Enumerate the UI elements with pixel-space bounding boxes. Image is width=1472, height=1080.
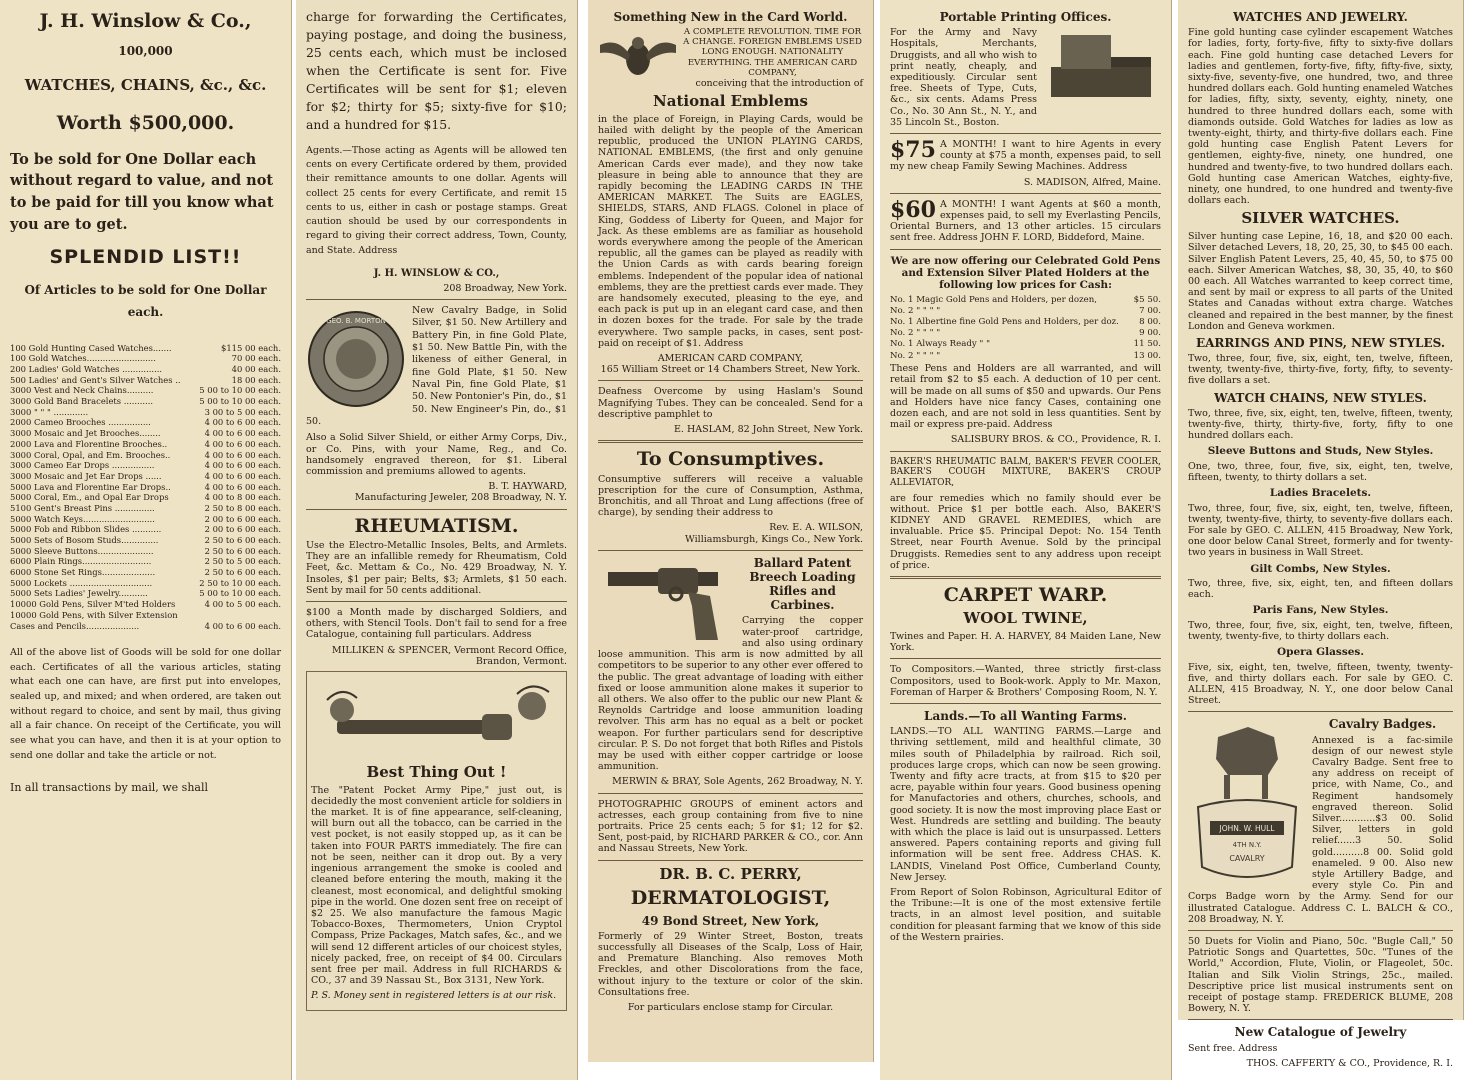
price-row-item: 2000 Lava and Florentine Brooches.. (10, 438, 168, 449)
winslow-subtitle: WATCHES, CHAINS, &c., &c. (24, 75, 267, 94)
price-row-item: Cases and Pencils.................... (10, 620, 140, 631)
bracelets-text: Two, three, four, five, six, eight, ten, twelve, fifteen, twenty, twenty-five, thirty, to seventy-five dollars each. For sale by GEO. C. ALLEN, 415 Broadway, New York, one door below Canal Street, formerly and for twenty-two years in business in Wall Street. (1188, 502, 1453, 559)
pen-row (890, 294, 1161, 305)
price-row-item: 5000 Sleeve Buttons..................... (10, 545, 154, 556)
price-row-item: 100 Gold Hunting Cased Watches....... (10, 342, 172, 353)
combs-title: Gilt Combs, New Styles. (1250, 562, 1391, 575)
price-row-price: 2 50 to 5 00 each. (204, 556, 281, 567)
price-row-price: 4 00 to 5 00 each. (204, 599, 281, 610)
silver-title: SILVER WATCHES. (1241, 209, 1400, 228)
baker-title: BAKER'S RHEUMATIC BALM, BAKER'S FEVER COOLER, BAKER'S COUGH MIXTURE, BAKER'S CROUP ALLEVIATOR, (890, 456, 1161, 488)
chains-title: WATCH CHAINS, NEW STYLES. (1214, 390, 1427, 405)
price-row-price: 2 50 to 8 00 each. (204, 502, 281, 513)
opera-text: Five, six, eight, ten, twelve, fifteen, twenty, twenty-five, and thirty dollars each. For sale by GEO. C. ALLEN, 415 Broadway, N. Y., one door below Canal Street. (1188, 661, 1453, 707)
consumptives-title: To Consumptives. (636, 448, 825, 471)
price-row-price: 4 00 to 6 00 each. (204, 460, 281, 471)
price-row-price (193, 610, 281, 621)
price-row (10, 375, 281, 386)
winslow-sign: J. H. WINSLOW & CO., (373, 267, 500, 279)
price-row-price: 4 00 to 6 00 each. (204, 428, 281, 439)
price-row-item: 2000 Cameo Brooches ................ (10, 417, 151, 428)
wool-title: WOOL TWINE, (963, 609, 1088, 628)
watches-text: Fine gold hunting case cylinder escapement Watches for ladies, forty, forty-five, fifty to sixty-five dollars each. Fine gold hunting case detached Levers for ladies and gentlemen, forty-five, fifty, fifty-five, sixty, sixty-five, seventy-five, one hundred, two, and three hundred dollars each. Gold hunting enameled Watches for ladies, fifty, sixty, seventy, eighty, ninety, one hundred to three hundred dollars each, some with diamonds outside. Gold Watches for ladies as low as twenty-eight, thirty, and thirty-five dollars each. Fine gold hunting case English Patent Levers for gentlemen, eighty-five, ninety, one hundred, one hundred and twenty-five, to two hundred dollars each. Gold hunting case American Watches, eighty-five, ninety, one hundred, to one hundred and twenty-five dollars each. (1188, 27, 1453, 207)
price-row-item: 3000 Mosaic and Jet Brooches........ (10, 428, 161, 439)
bracelets-title: Ladies Bracelets. (1269, 487, 1372, 500)
badge-text: New Cavalry Badge, in Solid Silver, $1 50. New Artillery and Battery Pin, in fine Gold Plate, $1 50. New Battle Pin, with the likeness of either General, in fine Gold Plate, $1 50. New Naval Pin, fine Gold Plate, $1 50. New Pontonier's Pin, do., $1 50. New Engineer's Pin, do., $1 50. (306, 304, 567, 427)
price-row-price: 4 00 to 6 00 each. (204, 481, 281, 492)
fans-text: Two, three, four, five, six, eight, ten, twelve, fifteen, twenty, twenty-five, to thirty dollars each. (1188, 619, 1453, 642)
army-pipe-icon (317, 680, 557, 760)
price-row (10, 504, 281, 515)
price-row-price: 2 50 to 6 00 each. (204, 567, 281, 578)
lands-more: From Report of Solon Robinson, Agricultural Editor of the Tribune:—It is one of the most extensive fertile tracts, in an almost level position, and suitable condition for pleasant farming that we know of this side of the Western prairies. (890, 887, 1161, 943)
earrings-text: Two, three, four, five, six, eight, ten, twelve, fifteen, twenty, twenty-five, thirty-five, forty, fifty, to seventy-five dollars a set. (1188, 353, 1453, 387)
price-row-price: 2 50 to 6 00 each. (204, 535, 281, 546)
badge-cav: CAVALRY (1229, 854, 1265, 864)
price-row (10, 568, 281, 579)
winslow-cont: charge for forwarding the Certificates, paying postage, and doing the business, 25 cents each, which must be inclosed when the Certificate is sent for. Five Certificates will be sent for $1; eleven for $2; thirty for $5; sixty-five for $10; and a hundred for $15. (306, 9, 567, 132)
price-row-item: 5100 Gent's Breast Pins ............... (10, 502, 155, 513)
consumptives-text: Consumptive sufferers will receive a valuable prescription for the cure of Consumption, Asthma, Bronchitis, and all Throat and Lung affections (free of charge), by sending their address to (598, 473, 863, 519)
cavalry-title: Cavalry Badges. (1328, 717, 1437, 732)
hundred-sign: MILLIKEN & SPENCER, Vermont Record Office, Brandon, Vermont. (331, 644, 567, 667)
column-watches (1178, 0, 1464, 1069)
pen-row-item: No. 1 Always Ready " " (890, 339, 991, 350)
column-winslow-cont (296, 0, 578, 1080)
consumptives-sign: Rev. E. A. WILSON, (769, 522, 863, 534)
price-row (10, 557, 281, 568)
rheumatism-title: RHEUMATISM. (354, 514, 519, 537)
price-row (10, 354, 281, 365)
price-row-price: 18 00 each. (231, 374, 281, 385)
pen-row-item: No. 2 " " " " (890, 350, 941, 361)
cavalry-badge-icon (1188, 717, 1306, 887)
revolver-icon (598, 556, 738, 646)
price-row-price: 4 00 to 6 00 each. (204, 449, 281, 460)
violin-text: 50 Duets for Violin and Piano, 50c. "Bugle Call," 50 Patriotic Songs and Quartettes, 50c. "Tunes of the World," Accordion, Flute, Violin, or Flageolet, 50c. Italian and Silk Violin Strings, 25c., mailed. Descriptive price list musical instruments sent on receipt of postage stamp. FREDERICK BLUME, 208 Bowery, N. Y. (1188, 935, 1453, 1015)
column-winslow (0, 0, 292, 1080)
compositors-text: To Compositors.—Wanted, three strictly first-class Compositors, used to Book-work. Apply to Mr. Maxon, Foreman of Harper & Brothers' Composing Room, N. Y. (890, 664, 1161, 698)
price-row-item: 3000 Cameo Ear Drops ................ (10, 460, 155, 471)
ballard-title: Ballard Patent Breech Loading Rifles and Carbines. (749, 555, 856, 613)
price-row-price: 2 50 to 6 00 each. (204, 545, 281, 556)
fans-title: Paris Fans, New Styles. (1252, 604, 1389, 617)
ad60-sign: $60 (890, 196, 936, 223)
card-head: Something New in the Card World. (613, 10, 848, 24)
price-row (10, 418, 281, 429)
watches-title: WATCHES AND JEWELRY. (1233, 10, 1408, 24)
rheumatism-text: Use the Electro-Metallic Insoles, Belts, and Armlets. They are an infallible remedy for Rheumatism, Cold Feet, &c. Mettam & Co., No. 429 Broadway, N. Y. Insoles, $1 per pair; Belts, $3; Armlets, $1 50 each. Sent by mail for 50 cents additional. (306, 539, 567, 596)
winslow-price-list (10, 343, 281, 632)
price-row-item: 3000 Vest and Neck Chains.......... (10, 385, 154, 396)
photo-text: PHOTOGRAPHIC GROUPS of eminent actors and actresses, each group containing from five to nine portraits. Price 25 cents each; 5 for $1; 12 for $2. Sent, post-paid, by RICHARD PARKER & CO., cor. Ann and Nassau Streets, New York. (598, 798, 863, 855)
best-thing-text: The "Patent Pocket Army Pipe," just out, is decidedly the most convenient article for soldiers in the market. It is of fine appearance, self-cleaning, will burn out all the tobacco, can be carried in the vest pocket, is not easily stopped up, as it can be taken into FOUR PARTS immediately. The fire can not be seen, neither can it drop out. By a very ingenious arrangement the smoke is cooled and cleaned before entering the mouth, making it the cleanest, most economical, and delightful smoking pipe in the world. One dozen sent free on receipt of $2 25. We also manufacture the famous Magic Tobacco-Boxes, Thermometers, Union Cryptol Compass, Prize Packages, Match safes, &c., and we will send 12 different articles of our choicest styles, nicely packed, free, on receipt of $4 00. Circulars sent free per mail. Address in full RICHARDS & CO., 37 and 39 Nassau St., Box 3131, New York. (311, 784, 562, 987)
pen-row (890, 328, 1161, 339)
price-row-item: 6000 Plain Rings.......................... (10, 556, 152, 567)
cavalry-text: Annexed is a fac-simile design of our newest style Cavalry Badge. Sent free to any address on receipt of price, with Name, Co., and Regiment handsomely engraved thereon. Solid Silver............$3 00. Solid Silver, letters in gold relief......3 50. Solid gold..........8 00. Solid gold enameled. 9 00. Also new style Artillery Badge, and every style Co. Pin and Corps Badge worn by the Army. Send for our illustrated Catalogue. Address C. L. BALCH & CO., 208 Broadway, N. Y. (1188, 734, 1453, 925)
price-row (10, 482, 281, 493)
pen-row-item: No. 2 " " " " (890, 306, 941, 317)
price-row-item: 10000 Gold Pens, Silver M'ted Holders (10, 599, 176, 610)
price-row-price: 3 00 to 5 00 each. (204, 406, 281, 417)
pens-sign: SALISBURY BROS. & CO., Providence, R. I. (950, 434, 1161, 446)
price-row-price: 70 00 each. (231, 353, 281, 364)
price-row (10, 397, 281, 408)
column-printing (880, 0, 1172, 1080)
pen-row-price: 7 00. (1139, 306, 1161, 317)
price-row-item: 5000 Watch Keys........................... (10, 513, 155, 524)
perry-title: DERMATOLOGIST, (630, 887, 831, 910)
hundred-text: $100 a Month made by discharged Soldiers, and others, with Stencil Tools. Don't fail to send for a free Catalogue, containing full particulars. Address (306, 606, 567, 641)
price-row-price: 4 00 to 6 00 each. (204, 417, 281, 428)
best-thing-title: Best Thing Out ! (366, 762, 507, 781)
pen-row-price: 9 00. (1139, 328, 1161, 339)
price-row (10, 439, 281, 450)
price-row-price: 40 00 each. (231, 364, 281, 375)
catalogue-title: New Catalogue of Jewelry (1234, 1025, 1407, 1040)
perry-name: DR. B. C. PERRY, (659, 864, 802, 883)
price-row-price: 4 00 to 6 00 each. (204, 470, 281, 481)
pen-row (890, 350, 1161, 361)
price-row (10, 589, 281, 600)
price-row (10, 365, 281, 376)
deafness-sign: E. HASLAM, 82 John Street, New York. (674, 424, 863, 436)
pen-row-item: No. 2 " " " " (890, 328, 941, 339)
pen-row (890, 339, 1161, 350)
price-row-price: 2 00 to 6 00 each. (204, 524, 281, 535)
perry-text: Formerly of 29 Winter Street, Boston, treats successfully all Diseases of the Scalp, Loss of Hair, and Premature Blanching. Also removes Moth Freckles, and other Discolorations from the face, without injury to the texture or color of the skin. Consultations free. (598, 930, 863, 998)
price-row (10, 343, 281, 354)
pen-row-price: $5 50. (1133, 294, 1161, 305)
price-row (10, 493, 281, 504)
badge-medal-icon (306, 309, 406, 409)
printing-press-icon (1041, 27, 1161, 107)
price-row-item: 5000 Sets Ladies' Jewelry........... (10, 588, 148, 599)
pen-row-price: 13 00. (1133, 350, 1161, 361)
price-row-item: 100 Gold Watches.......................... (10, 353, 156, 364)
catalogue-sign: THOS. CAFFERTY & CO., Providence, R. I. (1246, 1057, 1453, 1069)
ad75 (890, 136, 1161, 173)
lands-title: Lands.—To all Wanting Farms. (924, 709, 1127, 724)
pen-row (890, 306, 1161, 317)
sleeve-text: One, two, three, four, five, six, eight, ten, twelve, fifteen, twenty, to thirty dollars a set. (1188, 460, 1453, 484)
winslow-lead: To be sold for One Dollar each without regard to value, and not to be paid for till you know what you are to get. (10, 150, 274, 233)
price-row (10, 621, 281, 632)
ad60 (890, 196, 1161, 244)
price-row (10, 472, 281, 483)
silver-text: Silver hunting case Lepine, 16, 18, and $20 00 each. Silver detached Levers, 18, 20, 25, 30, to $45 00 each. Silver English Patent Levers, 25, 40, 45, 50, to $75 00 each. Silver American Watches, $8, 30, 35, 40, to $60 00 each. All Watches warranted to keep correct time, and sent by mail or express to all parts of the United States and Canadas without extra charge. Watches cleaned and repaired in the best manner, by the finest London and Geneva workmen. (1188, 231, 1453, 332)
price-row (10, 610, 281, 621)
price-row-price: 2 50 to 10 00 each. (199, 577, 281, 588)
pen-row-item: No. 1 Albertine fine Gold Pens and Holders, per doz. (890, 317, 1119, 328)
ad75-addr: S. MADISON, Alfred, Maine. (1023, 176, 1161, 188)
card-revolution: A COMPLETE REVOLUTION. TIME FOR A CHANGE. FOREIGN EMBLEMS USED LONG ENOUGH. NATIONALITY EVERYTHING. THE AMERICAN CARD COMPANY, (683, 27, 862, 78)
pen-row (890, 317, 1161, 328)
price-row-item: 5000 Coral, Em., and Opal Ear Drops (10, 492, 169, 503)
price-row-item: 3000 Gold Band Bracelets ........... (10, 396, 154, 407)
card-conceiving: conceiving that the introduction of (695, 77, 863, 89)
price-row (10, 546, 281, 557)
combs-text: Two, three, five, six, eight, ten, and fifteen dollars each. (1188, 578, 1453, 601)
catalogue-text: Sent free. Address (1188, 1042, 1278, 1054)
carpet-title: CARPET WARP. (943, 583, 1108, 606)
opera-title: Opera Glasses. (1277, 646, 1364, 659)
perry-last: For particulars enclose stamp for Circular. (627, 1002, 834, 1014)
badge-medal-name: GEO. B. MORTON (326, 316, 386, 325)
price-row-price: 4 00 to 6 00 each. (204, 438, 281, 449)
winslow-addr: 208 Broadway, New York. (443, 282, 567, 294)
best-thing-ps: P. S. Money sent in registered letters is at our risk. (311, 990, 557, 1002)
price-row (10, 386, 281, 397)
price-row-price: 4 00 to 6 00 each. (204, 620, 281, 631)
printing-text: For the Army and Navy Hospitals, Merchants, Druggists, and all who wish to print neatly, cheaply, and expeditiously. Circular sent free. Sheets of Type, Cuts, &c., six cents. Adams Press Co., No. 30 Ann St., N. Y., and 35 Lincoln St., Boston. (890, 27, 1037, 128)
pen-row-item: No. 1 Magic Gold Pens and Holders, per dozen, (890, 294, 1097, 305)
sleeve-title: Sleeve Buttons and Studs, New Styles. (1207, 445, 1434, 458)
price-row (10, 514, 281, 525)
card-addr: 165 William Street or 14 Chambers Street, New York. (600, 364, 861, 376)
card-sign: AMERICAN CARD COMPANY, (657, 353, 804, 365)
winslow-closing: All of the above list of Goods will be sold for one dollar each. Certificates of all the various articles, stating what each one can have, are first put into envelopes, sealed up, and mixed; and when ordered, are taken out without regard to choice, and sent by mail, thus giving all a fair chance. On receipt of the Certificate, you will see what you can have, and then it is at your option to send one dollar and take the article or not. (10, 646, 281, 761)
lands-text: LANDS.—TO ALL WANTING FARMS.—Large and thriving settlement, mild and healthful climate, 30 miles south of Philadelphia by railroad. Rich soil, produces large crops, which can now be seen growing. Twenty and fifty acre tracts, at from $15 to $20 per acre, payable within four years. Good business opening for Manufactories and others, churches, schools, and good society. It is now the most improving place East or West. Hundreds are settling and building. The beauty with which the place is laid out is unsurpassed. Letters answered. Papers containing reports and giving full information will be sent free. Address CHAS. K. LANDIS, Vineland Post Office, Cumberland County, New Jersey. (890, 726, 1161, 883)
ballard-text: Carrying the copper water-proof cartridge, and also using ordinary loose ammunition. This arm is now admitted by all competitors to be superior to any other ever offered to the public. The great advantage of loading with either fixed or loose ammunition alone makes it superior to all others. We also offer to the public our new Plant & Reynolds Cartridge and loose ammunition loading revolver. This arm has no equal as a belt or pocket weapon. For further particulars send for descriptive circular. P. S. Do not forget that both Rifles and Pistols may be used with either copper cartridge or loose ammunition. (598, 615, 863, 773)
winslow-articles: Of Articles to be sold for One Dollar each. (24, 283, 267, 319)
badge-sign: B. T. HAYWARD, (488, 481, 567, 493)
winslow-count: 100,000 (118, 44, 173, 59)
eagle-icon (598, 27, 678, 87)
pens-text: These Pens and Holders are all warranted, and will retail from $2 to $5 each. A deduction of 10 per cent. will be made on all sums of $50 and upwards. Our Pens and Holders have nice fancy Cases, containing one dozen each, and are not sold in less quantities. Sent by mail or express pre-paid. Address (890, 363, 1161, 431)
national-text: in the place of Foreign, in Playing Cards, would be hailed with delight by the people of the American republic, produced the UNION PLAYING CARDS, NATIONAL EMBLEMS, (the first and only genuine American Cards ever made), and they now take pleasure in being able to announce that they are rapidly becoming the LEADING CARDS IN THE AMERICAN MARKET. The Suits are EAGLES, SHIELDS, STARS, AND FLAGS. Colonel in place of King, Goddess of Liberty for Queen, and Major for Jack. As these emblems are as familiar as household words everywhere among the people of the American republic, all the games can be played as readily with the Union Cards as with cards bearing foreign emblems. Independent of the popular idea of national emblems, they are the prettiest cards ever made. They are handsomely executed, pleasing to the eye, and each pack is put up in an elegant card case, and then in dozen boxes for the trade. For sale by the trade everywhere. Two sample packs, in cases, sent post-paid on receipt of $1. Address (598, 113, 863, 349)
winslow-splendid: SPLENDID LIST!! (49, 245, 242, 268)
price-row (10, 578, 281, 589)
winslow-worth: Worth $500,000. (56, 112, 235, 135)
price-row-price: 5 00 to 10 00 each. (199, 385, 281, 396)
badge-more: Also a Solid Silver Shield, or either Army Corps, Div., or Co. Pins, with your Name, Reg., and Co. handsomely engraved thereon, for $1. Liberal commission and premiums allowed to agents. (306, 432, 567, 477)
ad75-text: A MONTH! I want to hire Agents in every county at $75 a month, expenses paid, to sell my new cheap Family Sewing Machines. Address (890, 138, 1161, 173)
price-row (10, 429, 281, 440)
price-row-item: 500 Ladies' and Gent's Silver Watches .. (10, 374, 181, 385)
price-row (10, 450, 281, 461)
agents-text: Agents.—Those acting as Agents will be allowed ten cents on every Certificate ordered by them, provided their remittance amounts to one dollar. Agents will collect 25 cents for every Certificate, and remit 15 cents to us, either in cash or postage stamps. Great caution should be used by our correspondents in regard to giving their correct address, Town, County, and State. Address (306, 144, 567, 256)
price-row-item: 5000 Fob and Ribbon Slides ........... (10, 524, 162, 535)
pen-row-price: 8 00. (1139, 317, 1161, 328)
perry-address: 49 Bond Street, New York, (641, 913, 820, 928)
column-card-company (588, 0, 874, 1062)
price-row-price: $115 00 each. (221, 342, 281, 353)
price-row (10, 536, 281, 547)
price-row-item: 200 Ladies' Gold Watches ............... (10, 364, 163, 375)
winslow-title: J. H. Winslow & Co., (39, 10, 252, 32)
chains-text: Two, three, five, six, eight, ten, twelve, fifteen, twenty, twenty-five, thirty, thirty-five, forty, fifty to one hundred dollars each. (1188, 407, 1453, 442)
price-row (10, 407, 281, 418)
pen-row-price: 11 50. (1133, 339, 1161, 350)
price-row-price: 4 00 to 8 00 each. (204, 492, 281, 503)
ad60-text: A MONTH! I want Agents at $60 a month, expenses paid, to sell my Everlasting Pencils, Oriental Burners, and 13 other articles. 15 circulars sent free. Address JOHN F. LORD, Biddeford, Maine. (890, 198, 1161, 244)
pens-price-list (890, 294, 1161, 361)
deafness-text: Deafness Overcome by using Haslam's Sound Magnifying Tubes. They can be concealed. Send for a descriptive pamphlet to (598, 386, 863, 420)
national-title: National Emblems (653, 92, 808, 111)
printing-title: Portable Printing Offices. (939, 10, 1112, 24)
badge-addr: Manufacturing Jeweler, 208 Broadway, N. Y. (354, 492, 567, 504)
badge-reg: 4TH N.Y. (1232, 841, 1262, 850)
price-row-item: 5000 Lockets ............................... (10, 577, 153, 588)
price-row (10, 600, 281, 611)
consumptives-addr: Williamsburgh, Kings Co., New York. (685, 533, 863, 545)
price-row-item: 3000 Coral, Opal, and Em. Brooches.. (10, 449, 171, 460)
price-row (10, 461, 281, 472)
ballard-sign: MERWIN & BRAY, Sole Agents, 262 Broadway, N. Y. (612, 776, 863, 788)
price-row-item: 5000 Lava and Florentine Ear Drops.. (10, 481, 171, 492)
pens-head: We are now offering our Celebrated Gold Pens and Extension Silver Plated Holders at the following low prices for Cash: (890, 254, 1161, 292)
price-row-item: 3000 Mosaic and Jet Ear Drops ...... (10, 470, 162, 481)
price-row-item: 10000 Gold Pens, with Silver Extension (10, 609, 178, 620)
price-row-item: 5000 Sets of Bosom Studs.............. (10, 535, 159, 546)
earrings-title: EARRINGS AND PINS, NEW STYLES. (1195, 335, 1446, 350)
price-row-item: 6000 Stone Set Rings.................... (10, 567, 156, 578)
price-row (10, 525, 281, 536)
price-row-price: 5 00 to 10 00 each. (199, 396, 281, 407)
price-row-item: 3000 " " " ............. (10, 406, 89, 417)
price-row-price: 5 00 to 10 00 each. (199, 588, 281, 599)
baker-text: are four remedies which no family should ever be without. Price $1 per bottle each. Also, BAKER'S KIDNEY AND GRAVEL REMEDIES, which are invaluable. Price $5. Principal Depot: No. 154 Tenth Street, near Fourth Avenue. Sold by the principal Druggists. Remedies sent to any address upon receipt of price. (890, 492, 1161, 571)
winslow-last: In all transactions by mail, we shall (10, 780, 209, 794)
price-row-price: 2 00 to 6 00 each. (204, 513, 281, 524)
badge-name: JOHN. W. HULL (1219, 824, 1275, 834)
ad75-sign: $75 (890, 136, 936, 163)
carpet-text: Twines and Paper. H. A. HARVEY, 84 Maiden Lane, New York. (890, 631, 1161, 654)
